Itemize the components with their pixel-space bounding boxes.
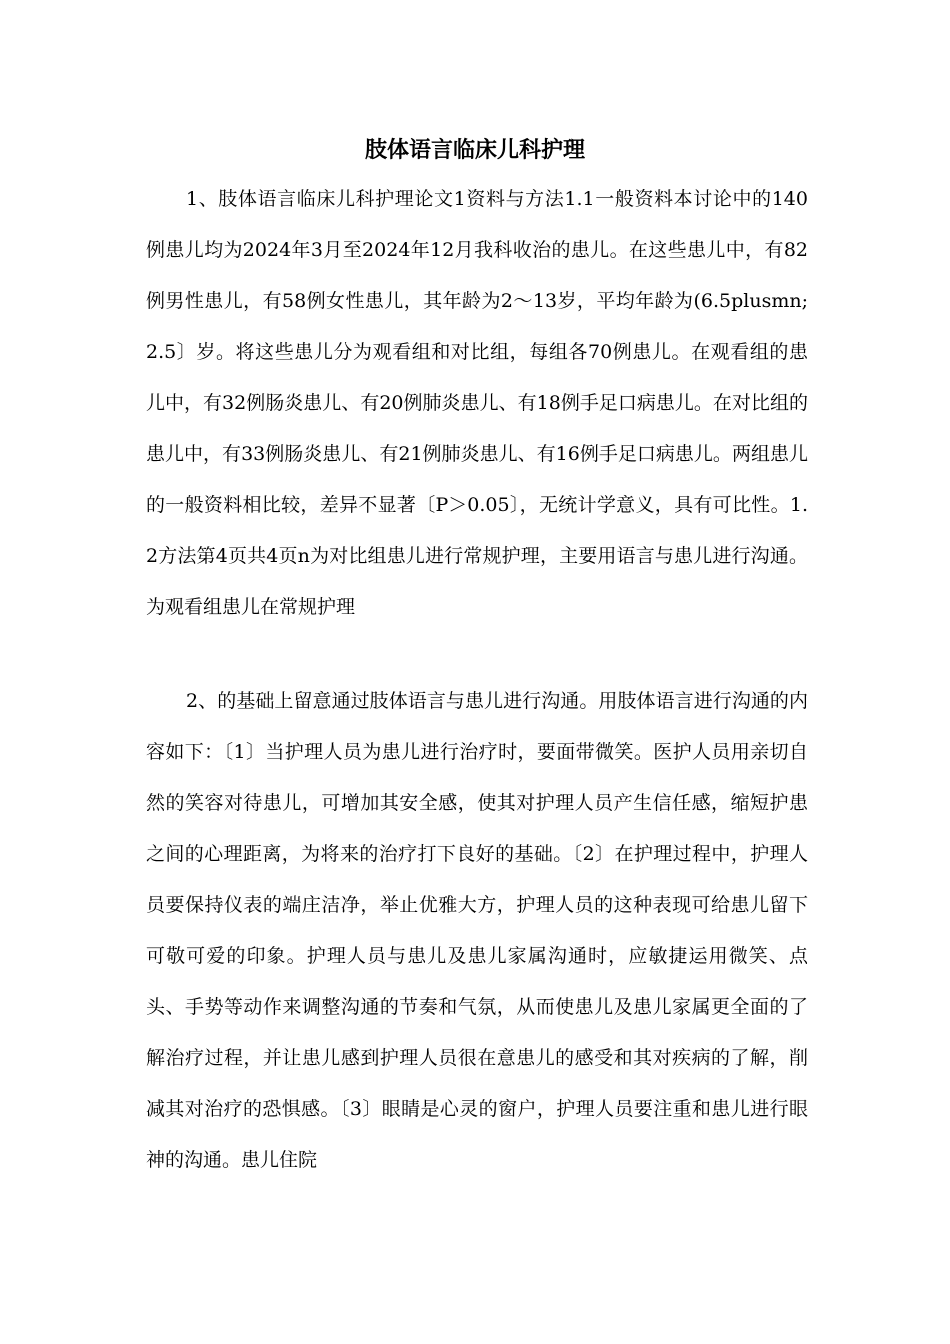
- paragraph-1: 1、肢体语言临床儿科护理论文1资料与方法1.1一般资料本讨论中的140例患儿均为2024年3月至2024年12月我科收治的患儿。在这些患儿中，有82例男性患儿，有58例女性患儿，其年龄为2～13岁，平均年龄为(6.5plusmn;2.5〕岁。将这些患儿分为观看组和对比组，每组各70例患儿。在观看组的患儿中，有32例肠炎患儿、有20例肺炎患儿、有18例手足口病患儿。在对比组的患儿中，有33例肠炎患儿、有21例肺炎患儿、有16例手足口病患儿。两组患儿的一般资料相比较，差异不显著〔P＞0.05〕，无统计学意义，具有可比性。1.2方法第4页共4页n为对比组患儿进行常规护理，主要用语言与患儿进行沟通。为观看组患儿在常规护理: [146, 188, 808, 618]
- paragraph-2: 2、的基础上留意通过肢体语言与患儿进行沟通。用肢体语言进行沟通的内容如下：〔1〕当护理人员为患儿进行治疗时，要面带微笑。医护人员用亲切自然的笑容对待患儿，可增加其安全感，使其对护理人员产生信任感，缩短护患之间的心理距离，为将来的治疗打下良好的基础。〔2〕在护理过程中，护理人员要保持仪表的端庄洁净，举止优雅大方，护理人员的这种表现可给患儿留下可敬可爱的印象。护理人员与患儿及患儿家属沟通时，应敏捷运用微笑、点头、手势等动作来调整沟通的节奏和气氛，从而使患儿及患儿家属更全面的了解治疗过程，并让患儿感到护理人员很在意患儿的感受和其对疾病的了解，削减其对治疗的恐惧感。〔3〕眼睛是心灵的窗户，护理人员要注重和患儿进行眼神的沟通。患儿住院: [146, 690, 808, 1171]
- document-title: 肢体语言临床儿科护理: [364, 138, 585, 163]
